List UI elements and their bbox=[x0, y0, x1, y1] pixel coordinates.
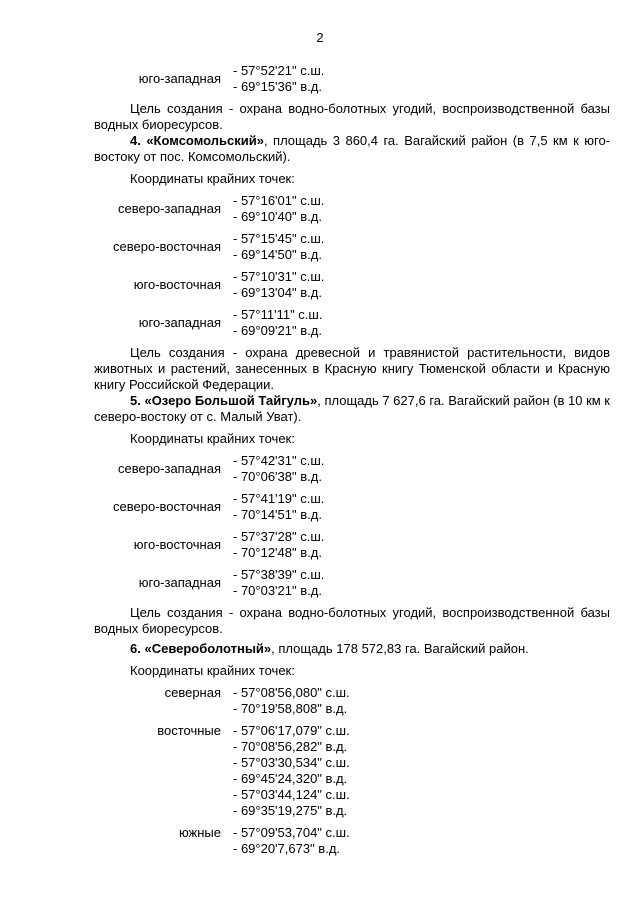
section-details: , площадь 3 860,4 га. Вагайский район (в 7,5 км к юго-востоку от пос. Комсомольский). bbox=[94, 133, 610, 164]
coord-group bbox=[94, 685, 610, 717]
coord-value: - 69°35'19,275" в.д. bbox=[233, 803, 348, 818]
coord-value: - 69°45'24,320" в.д. bbox=[233, 771, 348, 786]
coord-group bbox=[94, 567, 610, 599]
coord-value: - 70°14'51" в.д. bbox=[233, 507, 322, 522]
coord-value: - 57°10'31" с.ш. bbox=[233, 269, 325, 284]
coord-value: - 70°08'56,282" в.д. bbox=[233, 739, 348, 754]
coord-value: - 57°11'11" с.ш. bbox=[233, 307, 323, 322]
coord-value: - 57°09'53,704" с.ш. bbox=[233, 825, 350, 840]
coord-value: - 57°03'30,534" с.ш. bbox=[233, 755, 350, 770]
coord-group bbox=[94, 269, 610, 301]
coord-value: - 57°38'39" с.ш. bbox=[233, 567, 325, 582]
coord-value: - 57°15'45" с.ш. bbox=[233, 231, 325, 246]
coord-label: юго-западная bbox=[138, 575, 221, 590]
coord-label: северо-восточная bbox=[113, 499, 221, 514]
document-body bbox=[94, 63, 610, 857]
coord-value: - 57°08'56,080" с.ш. bbox=[233, 685, 350, 700]
purpose-text: Цель создания - охрана водно-болотных угодий, воспроизводственной базы водных биоресурсов. bbox=[94, 605, 610, 636]
coord-value: - 70°19'58,808" в.д. bbox=[233, 701, 348, 716]
coord-label: юго-восточная bbox=[133, 277, 221, 292]
purpose-text: Цель создания - охрана водно-болотных угодий, воспроизводственной базы водных биоресурсов. bbox=[94, 101, 610, 132]
coord-label: юго-западная bbox=[138, 71, 221, 86]
coord-value: - 57°37'28" с.ш. bbox=[233, 529, 325, 544]
coord-group bbox=[94, 529, 610, 561]
coord-value: - 57°16'01" с.ш. bbox=[233, 193, 325, 208]
coord-value: - 69°09'21" в.д. bbox=[233, 323, 322, 338]
coord-group bbox=[94, 193, 610, 225]
coord-label: юго-западная bbox=[138, 315, 221, 330]
coord-label: северная bbox=[164, 685, 221, 700]
coord-label: южные bbox=[178, 825, 221, 840]
coord-group bbox=[94, 63, 610, 95]
coord-values bbox=[233, 231, 324, 263]
coord-value: - 57°41'19" с.ш. bbox=[233, 491, 325, 506]
coords-heading: Координаты крайних точек: bbox=[130, 171, 295, 186]
coord-value: - 69°13'04" в.д. bbox=[233, 285, 322, 300]
coord-group bbox=[94, 723, 610, 819]
section-details: , площадь 7 627,6 га. Вагайский район (в 10 км к северо-востоку от с. Малый Уват). bbox=[94, 393, 610, 424]
coord-value: - 57°52'21" с.ш. bbox=[233, 63, 325, 78]
section-name: «Североболотный» bbox=[144, 641, 272, 656]
section-details: , площадь 178 572,83 га. Вагайский район. bbox=[271, 641, 529, 656]
coord-values bbox=[233, 567, 324, 599]
section-4-heading bbox=[94, 133, 610, 165]
coord-value: - 69°14'50" в.д. bbox=[233, 247, 322, 262]
coord-value: - 57°42'31" с.ш. bbox=[233, 453, 325, 468]
section-name: «Комсомольский» bbox=[146, 133, 264, 148]
coord-values bbox=[233, 193, 324, 225]
coord-group bbox=[94, 825, 610, 857]
coord-value: - 70°03'21" в.д. bbox=[233, 583, 322, 598]
coords-heading: Координаты крайних точек: bbox=[130, 663, 295, 678]
coord-group bbox=[94, 453, 610, 485]
coord-value: - 70°12'48" в.д. bbox=[233, 545, 322, 560]
section-number: 4. bbox=[130, 133, 141, 148]
coord-value: - 69°10'40" в.д. bbox=[233, 209, 322, 224]
coord-group bbox=[94, 491, 610, 523]
coord-values bbox=[233, 529, 324, 561]
coord-group bbox=[94, 231, 610, 263]
section-5-heading bbox=[94, 393, 610, 425]
coords-heading: Координаты крайних точек: bbox=[130, 431, 295, 446]
coord-value: - 57°06'17,079" с.ш. bbox=[233, 723, 350, 738]
section-6-heading bbox=[94, 641, 610, 657]
coord-value: - 70°06'38" в.д. bbox=[233, 469, 322, 484]
coord-values bbox=[233, 269, 324, 301]
coord-group bbox=[94, 307, 610, 339]
coord-value: - 69°20'7,673" в.д. bbox=[233, 841, 341, 856]
coord-value: - 69°15'36" в.д. bbox=[233, 79, 322, 94]
coord-values bbox=[233, 685, 350, 717]
coord-values bbox=[233, 825, 350, 857]
coord-values bbox=[233, 63, 324, 95]
coord-value: - 57°03'44,124" с.ш. bbox=[233, 787, 350, 802]
section-number: 5. bbox=[130, 393, 141, 408]
coord-values bbox=[233, 307, 322, 339]
page-number: 2 bbox=[316, 30, 324, 45]
coord-label: северо-западная bbox=[117, 461, 221, 476]
purpose-text: Цель создания - охрана древесной и травянистой растительности, видов животных и растений, занесенных в Красную книгу Тюменской области и Красную книгу Российской Федерации. bbox=[94, 345, 610, 392]
coord-values bbox=[233, 491, 324, 523]
section-name: «Озеро Большой Тайгуль» bbox=[144, 393, 318, 408]
coord-label: северо-восточная bbox=[113, 239, 221, 254]
coord-label: северо-западная bbox=[117, 201, 221, 216]
section-number: 6. bbox=[130, 641, 141, 656]
coord-label: юго-восточная bbox=[133, 537, 221, 552]
coord-values bbox=[233, 453, 324, 485]
coord-label: восточные bbox=[157, 723, 221, 738]
coord-values bbox=[233, 723, 350, 819]
